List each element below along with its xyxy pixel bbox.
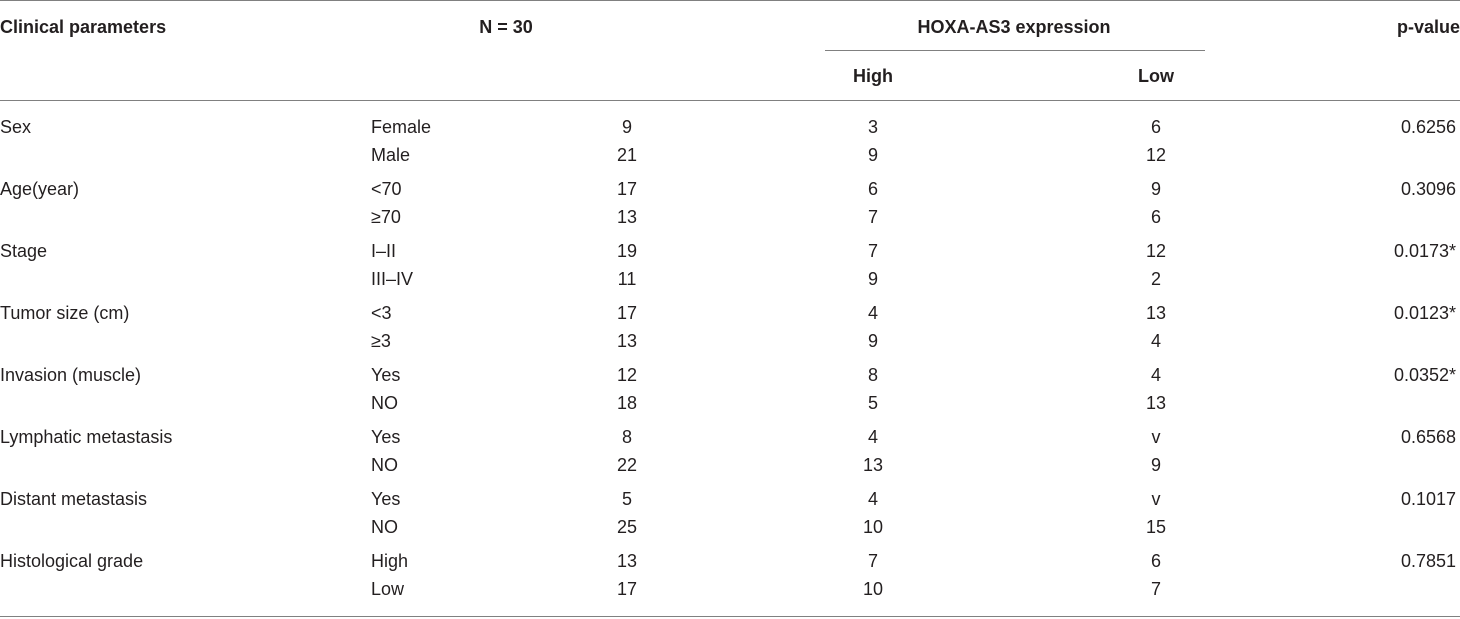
row-parameter: Age(year) xyxy=(0,179,80,199)
row-low-count: 12 xyxy=(1145,241,1167,261)
header-p-value: p-value xyxy=(1396,17,1460,37)
row-category: Low xyxy=(371,579,405,599)
row-n-count: 13 xyxy=(616,331,638,351)
row-low-count: 13 xyxy=(1145,393,1167,413)
row-low-count: v xyxy=(1151,489,1161,509)
row-high-count: 4 xyxy=(867,489,879,509)
row-n-count: 17 xyxy=(616,179,638,199)
row-parameter: Lymphatic metastasis xyxy=(0,427,173,447)
row-n-count: 13 xyxy=(616,551,638,571)
row-n-count: 25 xyxy=(616,517,638,537)
row-category: Male xyxy=(371,145,411,165)
row-low-count: 6 xyxy=(1150,207,1162,227)
row-category: NO xyxy=(371,393,398,413)
bottom-rule xyxy=(0,616,1460,617)
row-high-count: 6 xyxy=(867,179,879,199)
row-p-value: 0.7851 xyxy=(1400,551,1456,571)
row-parameter: Sex xyxy=(0,117,32,137)
header-rule xyxy=(0,100,1460,101)
header-clinical-parameters: Clinical parameters xyxy=(0,17,167,37)
row-high-count: 9 xyxy=(867,145,879,165)
row-high-count: 4 xyxy=(867,427,879,447)
row-parameter: Distant metastasis xyxy=(0,489,148,509)
row-n-count: 9 xyxy=(621,117,633,137)
row-parameter: Tumor size (cm) xyxy=(0,303,130,323)
row-low-count: 9 xyxy=(1150,179,1162,199)
row-n-count: 17 xyxy=(616,303,638,323)
row-high-count: 8 xyxy=(867,365,879,385)
row-category: NO xyxy=(371,517,398,537)
row-n-count: 13 xyxy=(616,207,638,227)
row-category: NO xyxy=(371,455,398,475)
header-high: High xyxy=(853,66,893,86)
row-category: ≥70 xyxy=(371,207,401,227)
row-high-count: 9 xyxy=(867,269,879,289)
row-high-count: 3 xyxy=(867,117,879,137)
row-category: Yes xyxy=(371,489,401,509)
row-parameter: Histological grade xyxy=(0,551,144,571)
row-p-value: 0.3096 xyxy=(1400,179,1456,199)
row-category: Yes xyxy=(371,365,401,385)
row-high-count: 7 xyxy=(867,551,879,571)
row-low-count: 7 xyxy=(1150,579,1162,599)
row-n-count: 17 xyxy=(616,579,638,599)
row-p-value: 0.0123* xyxy=(1393,303,1456,323)
row-p-value: 0.0173* xyxy=(1393,241,1456,261)
header-low: Low xyxy=(1138,66,1174,86)
header-n: N = 30 xyxy=(479,17,533,37)
header-expression: HOXA-AS3 expression xyxy=(917,17,1111,37)
row-p-value: 0.0352* xyxy=(1393,365,1456,385)
row-low-count: 12 xyxy=(1145,145,1167,165)
row-n-count: 19 xyxy=(616,241,638,261)
row-p-value: 0.6256 xyxy=(1400,117,1456,137)
row-parameter: Invasion (muscle) xyxy=(0,365,142,385)
row-high-count: 5 xyxy=(867,393,879,413)
row-low-count: 6 xyxy=(1150,117,1162,137)
row-category: Female xyxy=(371,117,432,137)
row-category: High xyxy=(371,551,409,571)
row-low-count: 6 xyxy=(1150,551,1162,571)
row-n-count: 11 xyxy=(617,269,637,289)
row-high-count: 4 xyxy=(867,303,879,323)
row-low-count: 9 xyxy=(1150,455,1162,475)
row-n-count: 21 xyxy=(616,145,638,165)
row-low-count: 13 xyxy=(1145,303,1167,323)
row-n-count: 12 xyxy=(616,365,638,385)
row-n-count: 22 xyxy=(616,455,638,475)
row-high-count: 10 xyxy=(862,517,884,537)
row-category: I–II xyxy=(371,241,397,261)
row-parameter: Stage xyxy=(0,241,48,261)
row-low-count: 2 xyxy=(1150,269,1162,289)
row-high-count: 10 xyxy=(862,579,884,599)
row-category: Yes xyxy=(371,427,401,447)
expression-subheader-rule xyxy=(825,50,1205,51)
row-high-count: 13 xyxy=(862,455,884,475)
row-low-count: v xyxy=(1151,427,1161,447)
row-p-value: 0.1017 xyxy=(1400,489,1456,509)
row-n-count: 5 xyxy=(621,489,633,509)
row-category: <70 xyxy=(371,179,402,199)
top-rule xyxy=(0,0,1460,1)
row-p-value: 0.6568 xyxy=(1400,427,1456,447)
row-n-count: 8 xyxy=(621,427,633,447)
row-category: III–IV xyxy=(371,269,414,289)
row-category: <3 xyxy=(371,303,392,323)
row-category: ≥3 xyxy=(371,331,391,351)
row-high-count: 7 xyxy=(867,241,879,261)
row-high-count: 7 xyxy=(867,207,879,227)
row-n-count: 18 xyxy=(616,393,638,413)
row-low-count: 4 xyxy=(1150,331,1162,351)
row-low-count: 4 xyxy=(1150,365,1162,385)
row-low-count: 15 xyxy=(1145,517,1167,537)
row-high-count: 9 xyxy=(867,331,879,351)
